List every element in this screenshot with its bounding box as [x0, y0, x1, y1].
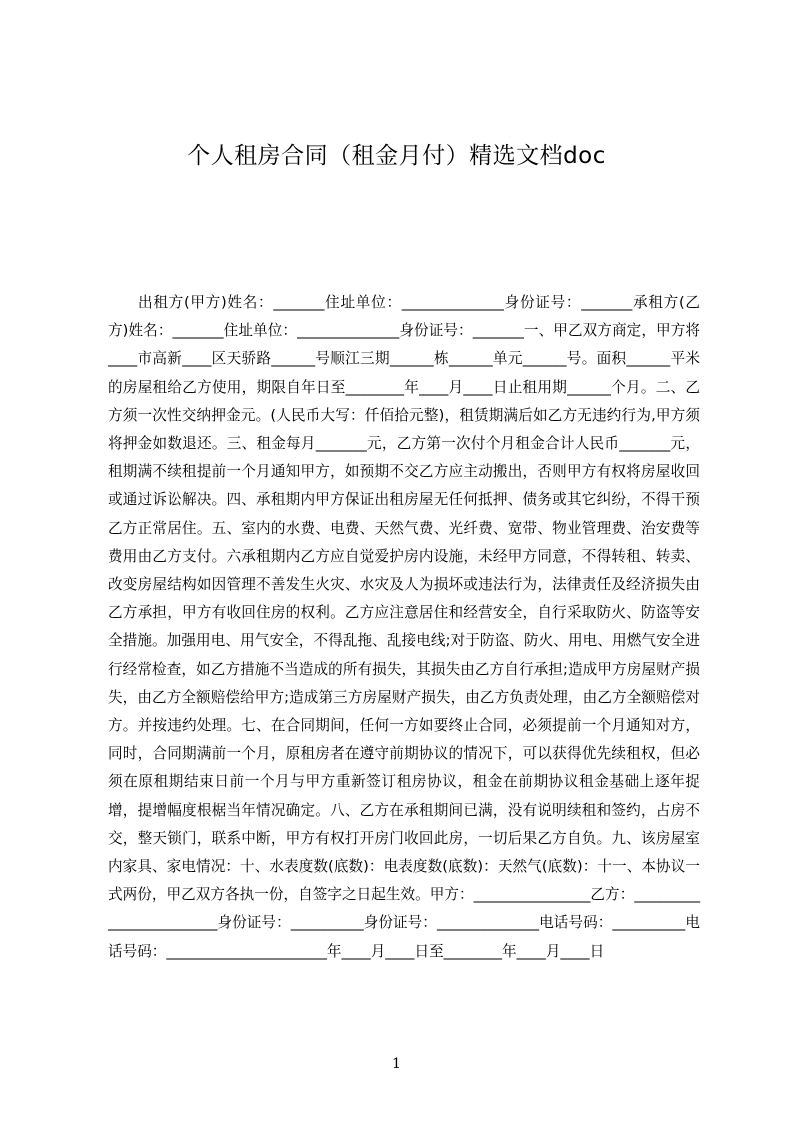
- contract-body-paragraph: 出租方(甲方)姓名：_______住址单位：______________身份证号：_______承租方(乙方)姓名：_______住址单位：______________身份证号：_______一、甲乙双方商定，甲方将____市高新____区天骄路______号顺江三期______栋______单元______号。面积______平米的房屋租给乙方使用，期限自年日至________年____月____日止租用期______个月。二、乙方须一次性交纳押金元。(人民币大写：仟佰拾元整)，租赁期满后如乙方无违约行为,甲方须将押金如数退还。三、租金每月_______元，乙方第一次付个月租金合计人民币_______元，租期满不续租提前一个月通知甲方，如预期不交乙方应主动搬出，否则甲方有权将房屋收回或通过诉讼解决。四、承租期内甲方保证出租房屋无任何抵押、债务或其它纠纷，不得干预乙方正常居住。五、室内的水费、电费、天然气费、光纤费、宽带、物业管理费、治安费等费用由乙方支付。六承租期内乙方应自觉爱护房内设施，未经甲方同意，不得转租、转卖、改变房屋结构如因管理不善发生火灾、水灾及人为损坏或违法行为，法律责任及经济损失由乙方承担，甲方有收回住房的权利。乙方应注意居住和经营安全，自行采取防火、防盗等安全措施。加强用电、用气安全，不得乱拖、乱接电线;对于防盗、防火、用电、用燃气安全进行经常检查，如乙方措施不当造成的所有损失，其损失由乙方自行承担;造成甲方房屋财产损失，由乙方全额赔偿给甲方;造成第三方房屋财产损失，由乙方负责处理，由乙方全额赔偿对方。并按违约处理。七、在合同期间，任何一方如要终止合同，必须提前一个月通知对方，同时，合同期满前一个月，原租房者在遵守前期协议的情况下，可以获得优先续租权，但必须在原租期结束日前一个月与甲方重新签订租房协议，租金在前期协议租金基础上逐年捉增，提增幅度根椐当年情况确定。八、乙方在承租期间已满，没有说明续租和签约，占房不交，整天锁门，联系中断，甲方有权打开房门收回此房，一切后果乙方自负。九、该房屋室内家具、家电情况：十、水表度数(底数)：电表度数(底数)：天然气(底数)：十一、本协议一式两份，甲乙双方各执一份，自签字之日起生效。甲方：________________乙方：________________________身份证号：__________身份证号：______________电话号码：__________电话号码：______________________年____月____日至________年____月____日: [108, 294, 700, 960]
- document-title: 个人租房合同（租金月付）精选文档doc: [187, 143, 606, 169]
- page-number: 1: [392, 1056, 401, 1072]
